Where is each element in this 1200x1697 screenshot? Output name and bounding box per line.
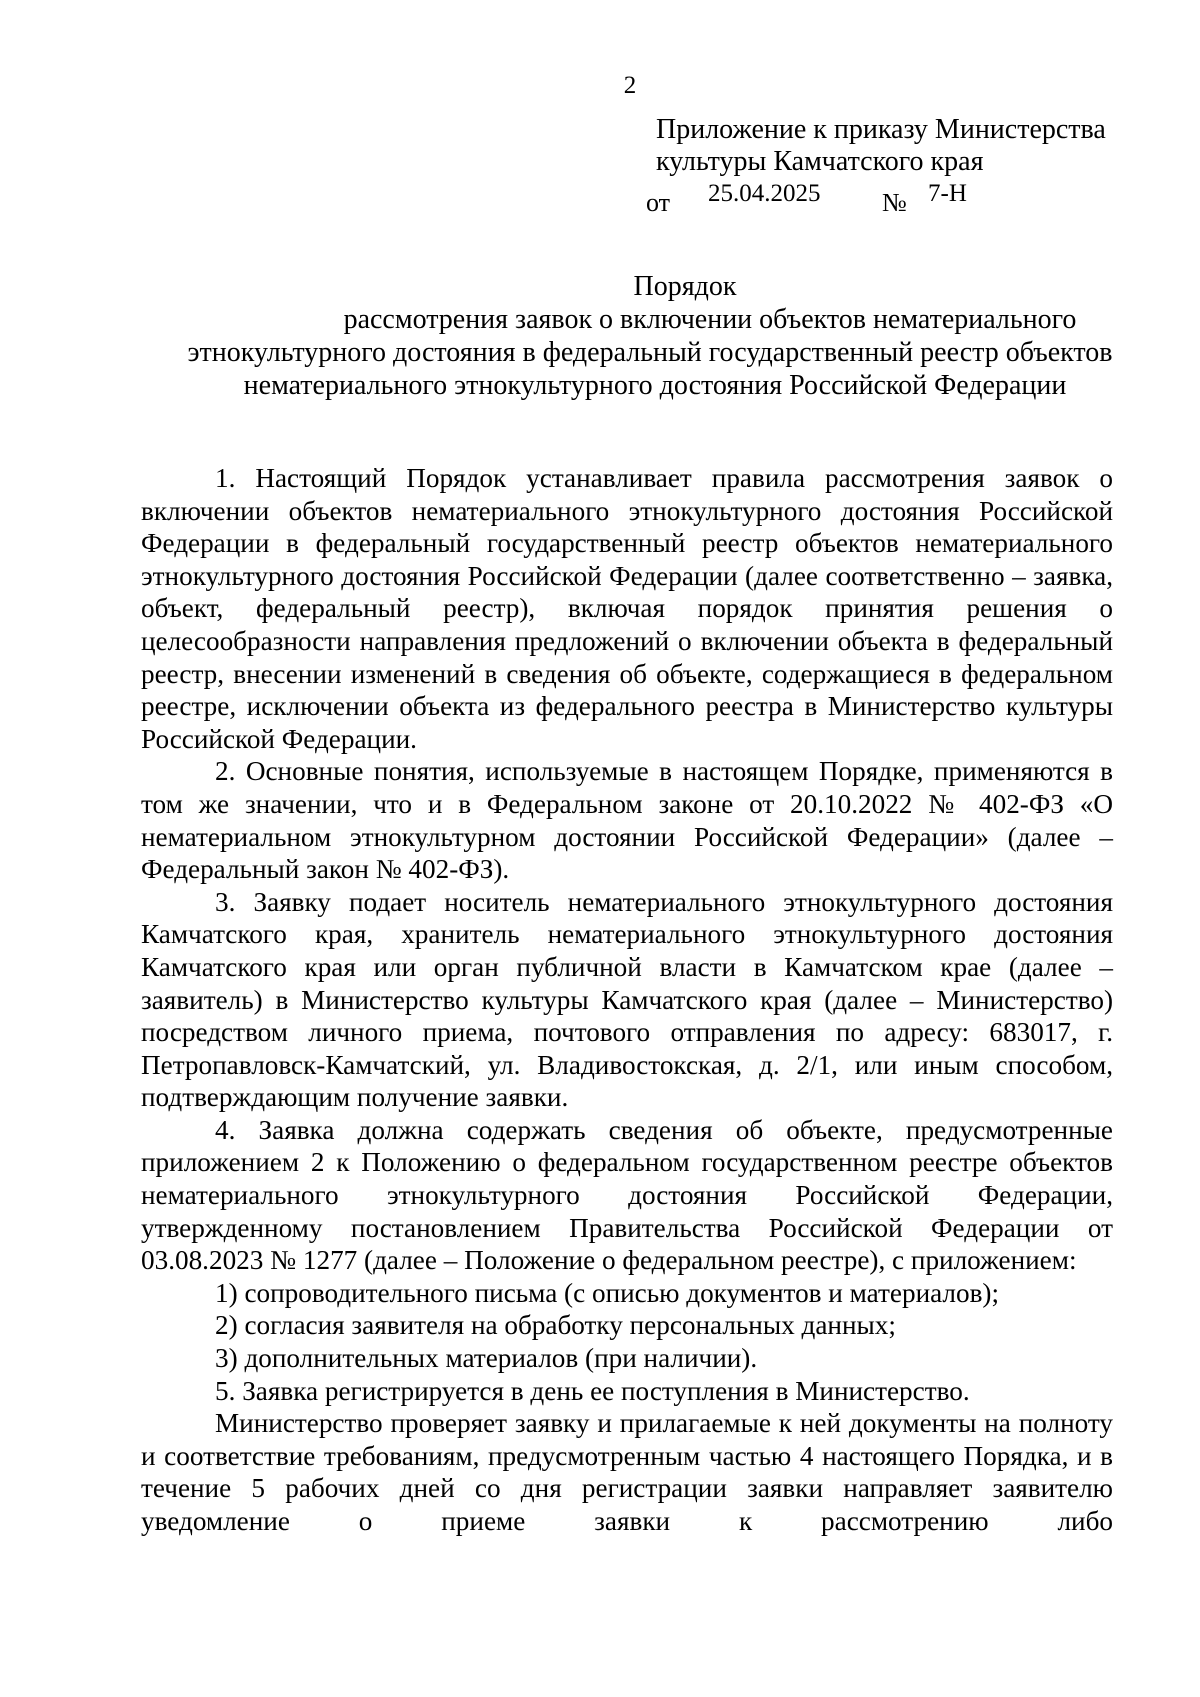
paragraph-1: 1. Настоящий Порядок устанавливает правила рассмотрения заявок о включении объектов нематериального этнокультурного достояния Российской Федерации в федеральный государственный реестр объектов нематериального этнокультурного достояния Российской Федерации (далее соответственно – заявка, объект, федеральный реестр), включая порядок принятия решения о целесообразности направления предложений о включении объекта в федеральный реестр, внесении изменений в сведения об объекте, содержащиеся в федеральном реестре, исключении объекта из федерального реестра в Министерство культуры Российской Федерации. (141, 463, 1113, 754)
title-main: Порядок (633, 271, 737, 302)
list-item-1: 1) сопроводительного письма (с описью документов и материалов); (215, 1277, 1000, 1308)
order-reference (646, 180, 986, 217)
list-item-2: 2) согласия заявителя на обработку персональных данных; (215, 1310, 896, 1341)
order-from-label: от (646, 188, 671, 217)
title-line-3: нематериального этнокультурного достояния Российской Федерации (243, 370, 1067, 401)
order-number-sign: № (882, 188, 907, 217)
document-body (141, 462, 1113, 1538)
appendix-line-2: культуры Камчатского края (656, 146, 984, 177)
order-number: 7-Н (928, 180, 967, 207)
paragraph-3: 3. Заявку подает носитель нематериального этнокультурного достояния Камчатского края, хранитель нематериального этнокультурного достояния Камчатского края или орган публичной власти в Камчатском крае (далее – заявитель) в Министерство культуры Камчатского края (далее – Министерство) посредством личного приема, почтового отправления по адресу: 683017, г. Петропавловск-Камчатский, ул. Владивостокская, д. 2/1, или иным способом, подтверждающим получение заявки. (141, 886, 1113, 1113)
title-line-1: рассмотрения заявок о включении объектов нематериального (343, 304, 1077, 335)
document-title (130, 270, 1160, 402)
paragraph-2: 2. Основные понятия, используемые в настоящем Порядке, применяются в том же значении, что и в Федеральном законе от 20.10.2022 № 402-ФЗ «О нематериальном этнокультурном достоянии Российской Федерации» (далее – Федеральный закон № 402-ФЗ). (141, 756, 1113, 885)
appendix-line-1: Приложение к приказу Министерства (656, 114, 1106, 145)
appendix-caption (656, 114, 1106, 178)
page-number: 2 (623, 72, 637, 99)
paragraph-6: Министерство проверяет заявку и прилагаемые к ней документы на полноту и соответствие требованиям, предусмотренным частью 4 настоящего Порядка, и в течение 5 рабочих дней со дня регистрации заявки направляет заявителю уведомление о приеме заявки к рассмотрению либо (141, 1408, 1113, 1536)
paragraph-4: 4. Заявка должна содержать сведения об объекте, предусмотренные приложением 2 к Положению о федеральном государственном реестре объектов нематериального этнокультурного достояния Российской Федерации, утвержденному постановлением Правительства Российской Федерации от 03.08.2023 № 1277 (далее – Положение о федеральном реестре), с приложением: (141, 1114, 1113, 1276)
title-line-2: этнокультурного достояния в федеральный государственный реестр объектов (187, 337, 1113, 368)
order-date: 25.04.2025 (708, 180, 821, 207)
paragraph-5: 5. Заявка регистрируется в день ее поступления в Министерство. (215, 1375, 970, 1406)
list-item-3: 3) дополнительных материалов (при наличии). (215, 1343, 758, 1374)
